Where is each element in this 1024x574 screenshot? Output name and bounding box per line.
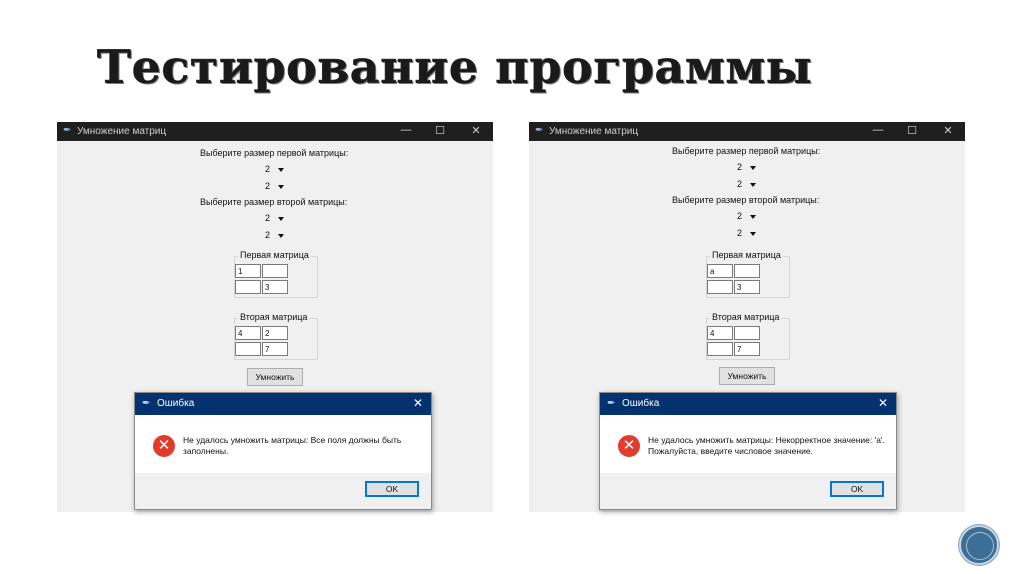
- close-button[interactable]: ✕: [943, 125, 953, 137]
- matrix1-cell-0-0[interactable]: a: [707, 264, 733, 278]
- dialog-body: [600, 415, 896, 473]
- error-dialog: [599, 392, 897, 510]
- dialog-body: [135, 415, 431, 473]
- second-rows-select[interactable]: 2: [737, 211, 756, 221]
- second-rows-select[interactable]: 2: [265, 213, 284, 223]
- dialog-title: Ошибка: [622, 398, 660, 409]
- slide-title: Тестирование программы: [97, 40, 813, 94]
- error-x-icon: ✕: [153, 435, 175, 457]
- screenshot-left: [57, 122, 493, 512]
- matrix1-cell-1-1[interactable]: 3: [262, 280, 288, 294]
- chevron-down-icon: [750, 232, 756, 236]
- chevron-down-icon: [750, 183, 756, 187]
- chevron-down-icon: [278, 217, 284, 221]
- first-cols-select[interactable]: 2: [265, 181, 284, 191]
- maximize-button[interactable]: ☐: [907, 125, 917, 137]
- window-title: Умножение матриц: [549, 126, 639, 137]
- close-icon[interactable]: ✕: [412, 396, 423, 410]
- dialog-titlebar: [135, 393, 431, 415]
- matrix2-title: Вторая матрица: [240, 312, 308, 322]
- chevron-down-icon: [278, 234, 284, 238]
- matrix2-cell-0-0[interactable]: 4: [707, 326, 733, 340]
- matrix2-cell-0-1[interactable]: [734, 326, 760, 340]
- feather-icon: ✒: [607, 398, 616, 409]
- matrix2-cell-1-1[interactable]: 7: [734, 342, 760, 356]
- nav-badge-icon[interactable]: [959, 525, 999, 565]
- window-titlebar: [57, 122, 493, 141]
- dialog-message: Не удалось умножить матрицы: Все поля должны быть заполнены.: [183, 435, 402, 456]
- multiply-button[interactable]: Умножить: [719, 367, 775, 385]
- matrix1-cell-0-0[interactable]: 1: [235, 264, 261, 278]
- badge-ring: [966, 532, 994, 560]
- chevron-down-icon: [278, 168, 284, 172]
- first-rows-select[interactable]: 2: [737, 162, 756, 172]
- first-size-label: Выберите размер первой матрицы:: [200, 148, 349, 158]
- chevron-down-icon: [278, 185, 284, 189]
- chevron-down-icon: [750, 166, 756, 170]
- second-size-label: Выберите размер второй матрицы:: [672, 195, 820, 205]
- error-dialog: [134, 392, 432, 510]
- first-rows-select[interactable]: 2: [265, 164, 284, 174]
- error-x-icon: ✕: [618, 435, 640, 457]
- window-titlebar: [529, 122, 965, 141]
- matrix2-cell-1-1[interactable]: 7: [262, 342, 288, 356]
- multiply-button[interactable]: Умножить: [247, 368, 303, 386]
- matrix2-cell-1-0[interactable]: [707, 342, 733, 356]
- dialog-titlebar: [600, 393, 896, 415]
- ok-button[interactable]: OK: [365, 481, 419, 497]
- dialog-footer: [600, 473, 896, 508]
- first-cols-select[interactable]: 2: [737, 179, 756, 189]
- matrix1-cell-1-0[interactable]: [707, 280, 733, 294]
- close-button[interactable]: ✕: [471, 125, 481, 137]
- matrix1-cell-1-1[interactable]: 3: [734, 280, 760, 294]
- dialog-title: Ошибка: [157, 398, 195, 409]
- matrix1-cell-0-1[interactable]: [734, 264, 760, 278]
- matrix2-title: Вторая матрица: [712, 312, 780, 322]
- screenshot-right: [529, 122, 965, 512]
- minimize-button[interactable]: —: [872, 124, 884, 136]
- dialog-footer: [135, 473, 431, 508]
- feather-icon: ✒: [142, 398, 151, 409]
- chevron-down-icon: [750, 215, 756, 219]
- feather-icon: ✒: [63, 125, 72, 136]
- second-size-label: Выберите размер второй матрицы:: [200, 197, 348, 207]
- matrix1-title: Первая матрица: [240, 250, 309, 260]
- maximize-button[interactable]: ☐: [435, 125, 445, 137]
- close-icon[interactable]: ✕: [877, 396, 888, 410]
- matrix2-cell-0-0[interactable]: 4: [235, 326, 261, 340]
- matrix2-cell-1-0[interactable]: [235, 342, 261, 356]
- second-cols-select[interactable]: 2: [737, 228, 756, 238]
- matrix1-cell-1-0[interactable]: [235, 280, 261, 294]
- first-size-label: Выберите размер первой матрицы:: [672, 146, 821, 156]
- ok-button[interactable]: OK: [830, 481, 884, 497]
- dialog-message: Не удалось умножить матрицы: Некорректное значение: 'a'. Пожалуйста, введите числовое значение.: [648, 435, 885, 456]
- matrix2-cell-0-1[interactable]: 2: [262, 326, 288, 340]
- feather-icon: ✒: [535, 125, 544, 136]
- matrix1-cell-0-1[interactable]: [262, 264, 288, 278]
- second-cols-select[interactable]: 2: [265, 230, 284, 240]
- window-title: Умножение матриц: [77, 126, 167, 137]
- minimize-button[interactable]: —: [400, 124, 412, 136]
- matrix1-title: Первая матрица: [712, 250, 781, 260]
